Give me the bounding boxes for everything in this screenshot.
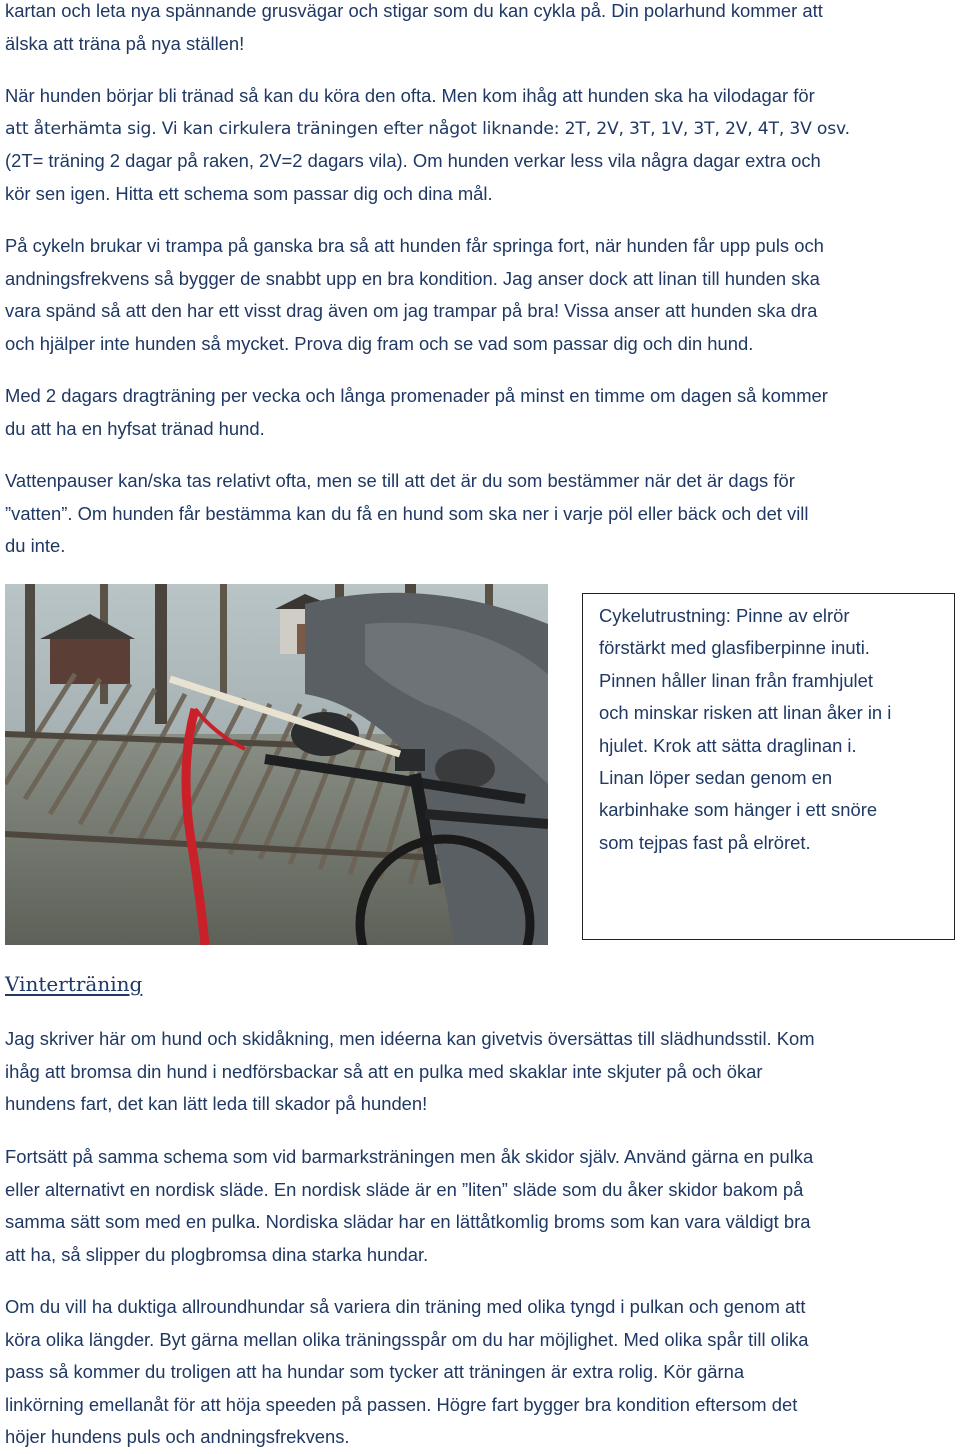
section-heading-winter: Vinterträning (5, 972, 143, 996)
text-line: och hjälper inte hunden så mycket. Prova dig fram och se vad som passar dig och din hund. (5, 332, 754, 354)
text-line: kör sen igen. Hitta ett schema som passar dig och dina mål. (5, 182, 493, 204)
winter-intro-paragraph (5, 1023, 950, 1121)
text-line: ihåg att bromsa din hund i nedförsbackar så att en pulka med skaklar inte skjuter på och ökar (5, 1060, 763, 1082)
text-line: höjer hundens puls och andningsfrekvens. (5, 1426, 350, 1447)
text-line: pass så kommer du troligen att ha hundar som tycker att träningen är extra rolig. Kör gärna (5, 1361, 745, 1382)
text-line: Med 2 dagars dragträning per vecka och långa promenader på minst en timme om dagen så kommer (5, 385, 828, 406)
text-line: hundens fart, det kan lätt leda till skador på hunden! (5, 1093, 428, 1114)
text-line: När hunden börjar bli tränad så kan du köra den ofta. Men kom ihåg att hunden ska ha vilodagar för (5, 85, 815, 106)
text-line: Om du vill ha duktiga allroundhundar så variera din träning med olika tyngd i pulkan och genom att (5, 1296, 806, 1317)
text-line: Fortsätt på samma schema som vid barmarksträningen men åk skidor själv. Använd gärna en pulka (5, 1146, 814, 1167)
text-line: vara spänd så att den har ett visst drag även om jag trampar på bra! Vissa anser att hunden ska dra (5, 300, 818, 321)
water-paragraph (5, 465, 950, 563)
caption-line: karbinhake som hänger i ett snöre (599, 799, 878, 821)
text-line: att ha, så slipper du plogbromsa dina starka hundar. (5, 1243, 429, 1265)
continue-paragraph (5, 1141, 950, 1271)
text-line: andningsfrekvens så bygger de snabbt upp en bra kondition. Jag anser dock att linan till hunden ska (5, 267, 820, 289)
text-line: ”vatten”. Om hunden får bestämma kan du få en hund som ska ner i varje pöl eller bäck och det vill (5, 502, 809, 524)
text-line: linkörning emellanåt för att höja speeden på passen. Högre fart bygger bra kondition eftersom det (5, 1393, 798, 1415)
allround-paragraph (5, 1291, 950, 1454)
text-line: (2T= träning 2 dagar på raken, 2V=2 dagars vila). Om hunden verkar less vila några dagar extra och (5, 150, 821, 171)
text-line: På cykeln brukar vi trampa på ganska bra så att hunden får springa fort, när hunden får upp puls och (5, 235, 824, 256)
text-line: samma sätt som med en pulka. Nordiska slädar har en lättåtkomlig broms som kan vara väldigt bra (5, 1211, 811, 1232)
caption-line: förstärkt med glasfiberpinne inuti. (599, 637, 870, 659)
bike-equipment-photo (5, 584, 548, 945)
caption-line: och minskar risken att linan åker in i (599, 702, 892, 724)
caption-line: hjulet. Krok att sätta draglinan i. (599, 734, 857, 756)
photo-caption-box (582, 593, 955, 940)
top-paragraph (5, 0, 950, 60)
caption-line: Pinnen håller linan från framhjulet (599, 669, 873, 691)
bike-photo-illustration (5, 584, 548, 945)
caption-line: Linan löper sedan genom en (599, 767, 833, 789)
text-line: Vattenpauser kan/ska tas relativt ofta, men se till att det är du som bestämmer när det är dags för (5, 470, 795, 491)
text-line: Jag skriver här om hund och skidåkning, men idéerna kan givetvis översättas till slädhundsstil. Kom (5, 1028, 815, 1049)
text-line: du att ha en hyfsat tränad hund. (5, 417, 265, 439)
two-days-paragraph (5, 380, 950, 445)
text-line: att återhämta sig. Vi kan cirkulera träningen efter något liknande: 2T, 2V, 3T, 1V, 3T, 2V, 4T, 3V osv. (5, 118, 850, 139)
bike-paragraph (5, 230, 950, 360)
text-line: köra olika längder. Byt gärna mellan olika träningsspår om du har möjlighet. Med olika spår till olika (5, 1328, 809, 1350)
text-line: kartan och leta nya spännande grusvägar och stigar som du kan cykla på. Din polarhund kommer att (5, 0, 823, 21)
caption-line: som tejpas fast på elröret. (599, 831, 811, 853)
caption-line: Cykelutrustning: Pinne av elrör (599, 605, 850, 626)
rest-days-paragraph (5, 80, 950, 210)
text-line: du inte. (5, 535, 66, 556)
text-line: älska att träna på nya ställen! (5, 32, 245, 54)
text-line: eller alternativt en nordisk släde. En nordisk släde är en ”liten” släde som du åker skidor bakom på (5, 1178, 804, 1200)
